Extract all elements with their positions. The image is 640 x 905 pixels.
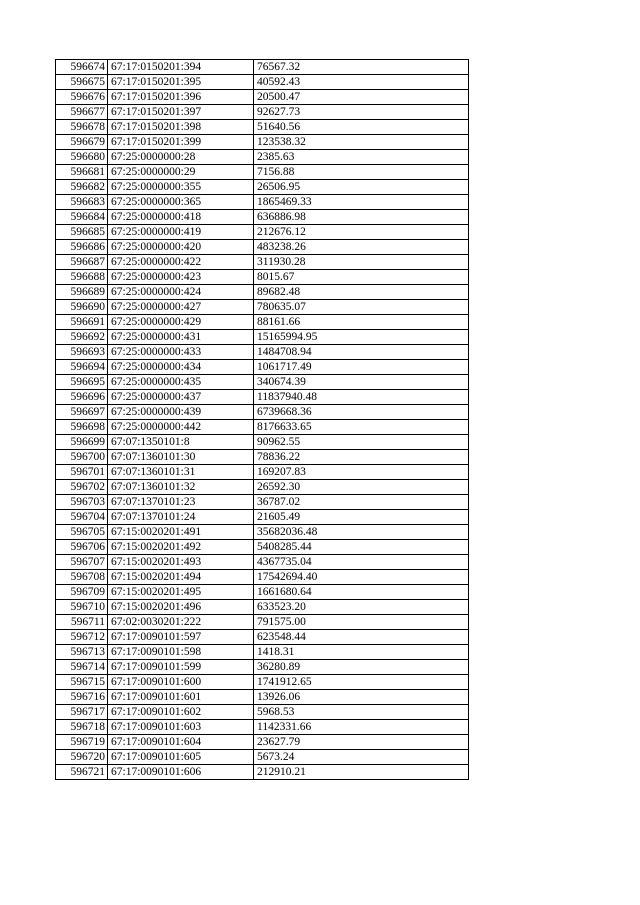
value-cell: 17542694.40 <box>254 570 469 585</box>
row-id-cell: 596704 <box>56 510 108 525</box>
value-cell: 5408285.44 <box>254 540 469 555</box>
cadastral-number-cell: 67:25:0000000:28 <box>108 150 254 165</box>
row-id-cell: 596706 <box>56 540 108 555</box>
value-cell: 4367735.04 <box>254 555 469 570</box>
value-cell: 89682.48 <box>254 285 469 300</box>
cadastral-number-cell: 67:02:0030201:222 <box>108 615 254 630</box>
value-cell: 1061717.49 <box>254 360 469 375</box>
row-id-cell: 596713 <box>56 645 108 660</box>
cadastral-number-cell: 67:25:0000000:424 <box>108 285 254 300</box>
value-cell: 2385.63 <box>254 150 469 165</box>
cadastral-number-cell: 67:17:0150201:398 <box>108 120 254 135</box>
row-id-cell: 596685 <box>56 225 108 240</box>
value-cell: 791575.00 <box>254 615 469 630</box>
cadastral-number-cell: 67:17:0150201:395 <box>108 75 254 90</box>
cadastral-number-cell: 67:17:0090101:598 <box>108 645 254 660</box>
cadastral-number-cell: 67:07:1350101:8 <box>108 435 254 450</box>
table-row <box>56 765 469 780</box>
cadastral-number-cell: 67:25:0000000:427 <box>108 300 254 315</box>
value-cell: 1484708.94 <box>254 345 469 360</box>
table-row <box>56 165 469 180</box>
table-row <box>56 345 469 360</box>
value-cell: 623548.44 <box>254 630 469 645</box>
value-cell: 51640.56 <box>254 120 469 135</box>
row-id-cell: 596699 <box>56 435 108 450</box>
row-id-cell: 596691 <box>56 315 108 330</box>
cadastral-number-cell: 67:17:0150201:394 <box>108 60 254 75</box>
table-row <box>56 270 469 285</box>
value-cell: 1865469.33 <box>254 195 469 210</box>
row-id-cell: 596695 <box>56 375 108 390</box>
cadastral-number-cell: 67:17:0090101:601 <box>108 690 254 705</box>
table-row <box>56 435 469 450</box>
value-cell: 36280.89 <box>254 660 469 675</box>
table-row <box>56 90 469 105</box>
cadastral-number-cell: 67:15:0020201:496 <box>108 600 254 615</box>
table-body <box>56 60 469 780</box>
row-id-cell: 596700 <box>56 450 108 465</box>
table-row <box>56 480 469 495</box>
row-id-cell: 596698 <box>56 420 108 435</box>
row-id-cell: 596674 <box>56 60 108 75</box>
row-id-cell: 596677 <box>56 105 108 120</box>
table-row <box>56 135 469 150</box>
table-row <box>56 330 469 345</box>
value-cell: 26506.95 <box>254 180 469 195</box>
value-cell: 7156.88 <box>254 165 469 180</box>
table-row <box>56 735 469 750</box>
table-row <box>56 285 469 300</box>
table-row <box>56 450 469 465</box>
table-row <box>56 510 469 525</box>
table-row <box>56 750 469 765</box>
table-row <box>56 660 469 675</box>
cadastral-number-cell: 67:25:0000000:442 <box>108 420 254 435</box>
row-id-cell: 596681 <box>56 165 108 180</box>
row-id-cell: 596710 <box>56 600 108 615</box>
table-row <box>56 360 469 375</box>
table-row <box>56 315 469 330</box>
value-cell: 212910.21 <box>254 765 469 780</box>
row-id-cell: 596709 <box>56 585 108 600</box>
cadastral-number-cell: 67:25:0000000:418 <box>108 210 254 225</box>
row-id-cell: 596721 <box>56 765 108 780</box>
value-cell: 21605.49 <box>254 510 469 525</box>
row-id-cell: 596688 <box>56 270 108 285</box>
cadastral-number-cell: 67:25:0000000:420 <box>108 240 254 255</box>
cadastral-number-cell: 67:07:1370101:23 <box>108 495 254 510</box>
cadastral-number-cell: 67:25:0000000:422 <box>108 255 254 270</box>
value-cell: 23627.79 <box>254 735 469 750</box>
cadastral-number-cell: 67:17:0090101:604 <box>108 735 254 750</box>
cadastral-number-cell: 67:15:0020201:495 <box>108 585 254 600</box>
row-id-cell: 596684 <box>56 210 108 225</box>
row-id-cell: 596717 <box>56 705 108 720</box>
table-row <box>56 60 469 75</box>
table-row <box>56 630 469 645</box>
value-cell: 5968.53 <box>254 705 469 720</box>
cadastral-number-cell: 67:25:0000000:419 <box>108 225 254 240</box>
row-id-cell: 596708 <box>56 570 108 585</box>
row-id-cell: 596694 <box>56 360 108 375</box>
row-id-cell: 596718 <box>56 720 108 735</box>
data-table <box>55 59 469 780</box>
table-row <box>56 675 469 690</box>
value-cell: 633523.20 <box>254 600 469 615</box>
row-id-cell: 596689 <box>56 285 108 300</box>
cadastral-number-cell: 67:17:0090101:602 <box>108 705 254 720</box>
row-id-cell: 596705 <box>56 525 108 540</box>
cadastral-number-cell: 67:07:1360101:31 <box>108 465 254 480</box>
table-row <box>56 540 469 555</box>
value-cell: 15165994.95 <box>254 330 469 345</box>
cadastral-number-cell: 67:17:0090101:600 <box>108 675 254 690</box>
value-cell: 11837940.48 <box>254 390 469 405</box>
value-cell: 1418.31 <box>254 645 469 660</box>
row-id-cell: 596712 <box>56 630 108 645</box>
row-id-cell: 596687 <box>56 255 108 270</box>
row-id-cell: 596720 <box>56 750 108 765</box>
cadastral-number-cell: 67:15:0020201:492 <box>108 540 254 555</box>
value-cell: 76567.32 <box>254 60 469 75</box>
row-id-cell: 596678 <box>56 120 108 135</box>
cadastral-number-cell: 67:25:0000000:423 <box>108 270 254 285</box>
value-cell: 13926.06 <box>254 690 469 705</box>
table-row <box>56 525 469 540</box>
table-row <box>56 240 469 255</box>
row-id-cell: 596701 <box>56 465 108 480</box>
value-cell: 340674.39 <box>254 375 469 390</box>
value-cell: 1142331.66 <box>254 720 469 735</box>
row-id-cell: 596707 <box>56 555 108 570</box>
cadastral-number-cell: 67:25:0000000:434 <box>108 360 254 375</box>
table-row <box>56 375 469 390</box>
table-row <box>56 570 469 585</box>
row-id-cell: 596719 <box>56 735 108 750</box>
value-cell: 40592.43 <box>254 75 469 90</box>
value-cell: 78836.22 <box>254 450 469 465</box>
table-row <box>56 645 469 660</box>
table-row <box>56 105 469 120</box>
table-row <box>56 720 469 735</box>
value-cell: 36787.02 <box>254 495 469 510</box>
row-id-cell: 596711 <box>56 615 108 630</box>
value-cell: 780635.07 <box>254 300 469 315</box>
cadastral-number-cell: 67:25:0000000:433 <box>108 345 254 360</box>
cadastral-number-cell: 67:17:0090101:603 <box>108 720 254 735</box>
row-id-cell: 596682 <box>56 180 108 195</box>
cadastral-number-cell: 67:25:0000000:431 <box>108 330 254 345</box>
cadastral-number-cell: 67:17:0090101:605 <box>108 750 254 765</box>
cadastral-number-cell: 67:15:0020201:491 <box>108 525 254 540</box>
value-cell: 90962.55 <box>254 435 469 450</box>
row-id-cell: 596693 <box>56 345 108 360</box>
cadastral-number-cell: 67:17:0150201:397 <box>108 105 254 120</box>
row-id-cell: 596690 <box>56 300 108 315</box>
cadastral-number-cell: 67:17:0090101:597 <box>108 630 254 645</box>
value-cell: 8015.67 <box>254 270 469 285</box>
row-id-cell: 596702 <box>56 480 108 495</box>
table-row <box>56 555 469 570</box>
cadastral-number-cell: 67:25:0000000:365 <box>108 195 254 210</box>
table-row <box>56 120 469 135</box>
table-row <box>56 600 469 615</box>
cadastral-number-cell: 67:17:0090101:599 <box>108 660 254 675</box>
row-id-cell: 596675 <box>56 75 108 90</box>
table-row <box>56 255 469 270</box>
table-row <box>56 615 469 630</box>
table-row <box>56 495 469 510</box>
value-cell: 169207.83 <box>254 465 469 480</box>
cadastral-number-cell: 67:17:0150201:396 <box>108 90 254 105</box>
table-row <box>56 195 469 210</box>
cadastral-number-cell: 67:15:0020201:493 <box>108 555 254 570</box>
value-cell: 8176633.65 <box>254 420 469 435</box>
table-row <box>56 705 469 720</box>
value-cell: 123538.32 <box>254 135 469 150</box>
cadastral-number-cell: 67:17:0150201:399 <box>108 135 254 150</box>
value-cell: 88161.66 <box>254 315 469 330</box>
table-row <box>56 150 469 165</box>
value-cell: 212676.12 <box>254 225 469 240</box>
table-row <box>56 390 469 405</box>
value-cell: 92627.73 <box>254 105 469 120</box>
table-row <box>56 585 469 600</box>
row-id-cell: 596692 <box>56 330 108 345</box>
table-row <box>56 300 469 315</box>
cadastral-number-cell: 67:07:1360101:32 <box>108 480 254 495</box>
value-cell: 35682036.48 <box>254 525 469 540</box>
table-row <box>56 180 469 195</box>
cadastral-number-cell: 67:25:0000000:429 <box>108 315 254 330</box>
table-row <box>56 225 469 240</box>
cadastral-number-cell: 67:17:0090101:606 <box>108 765 254 780</box>
row-id-cell: 596686 <box>56 240 108 255</box>
value-cell: 6739668.36 <box>254 405 469 420</box>
row-id-cell: 596676 <box>56 90 108 105</box>
value-cell: 636886.98 <box>254 210 469 225</box>
value-cell: 20500.47 <box>254 90 469 105</box>
value-cell: 5673.24 <box>254 750 469 765</box>
cadastral-number-cell: 67:25:0000000:439 <box>108 405 254 420</box>
row-id-cell: 596714 <box>56 660 108 675</box>
cadastral-number-cell: 67:25:0000000:435 <box>108 375 254 390</box>
row-id-cell: 596697 <box>56 405 108 420</box>
cadastral-number-cell: 67:15:0020201:494 <box>108 570 254 585</box>
row-id-cell: 596716 <box>56 690 108 705</box>
row-id-cell: 596715 <box>56 675 108 690</box>
row-id-cell: 596696 <box>56 390 108 405</box>
table-row <box>56 210 469 225</box>
value-cell: 1661680.64 <box>254 585 469 600</box>
row-id-cell: 596680 <box>56 150 108 165</box>
table-row <box>56 690 469 705</box>
value-cell: 483238.26 <box>254 240 469 255</box>
value-cell: 311930.28 <box>254 255 469 270</box>
table-row <box>56 405 469 420</box>
row-id-cell: 596679 <box>56 135 108 150</box>
table-row <box>56 75 469 90</box>
cadastral-number-cell: 67:25:0000000:355 <box>108 180 254 195</box>
row-id-cell: 596683 <box>56 195 108 210</box>
cadastral-number-cell: 67:25:0000000:437 <box>108 390 254 405</box>
table-row <box>56 465 469 480</box>
cadastral-number-cell: 67:25:0000000:29 <box>108 165 254 180</box>
cadastral-number-cell: 67:07:1360101:30 <box>108 450 254 465</box>
table-row <box>56 420 469 435</box>
cadastral-number-cell: 67:07:1370101:24 <box>108 510 254 525</box>
value-cell: 26592.30 <box>254 480 469 495</box>
row-id-cell: 596703 <box>56 495 108 510</box>
value-cell: 1741912.65 <box>254 675 469 690</box>
